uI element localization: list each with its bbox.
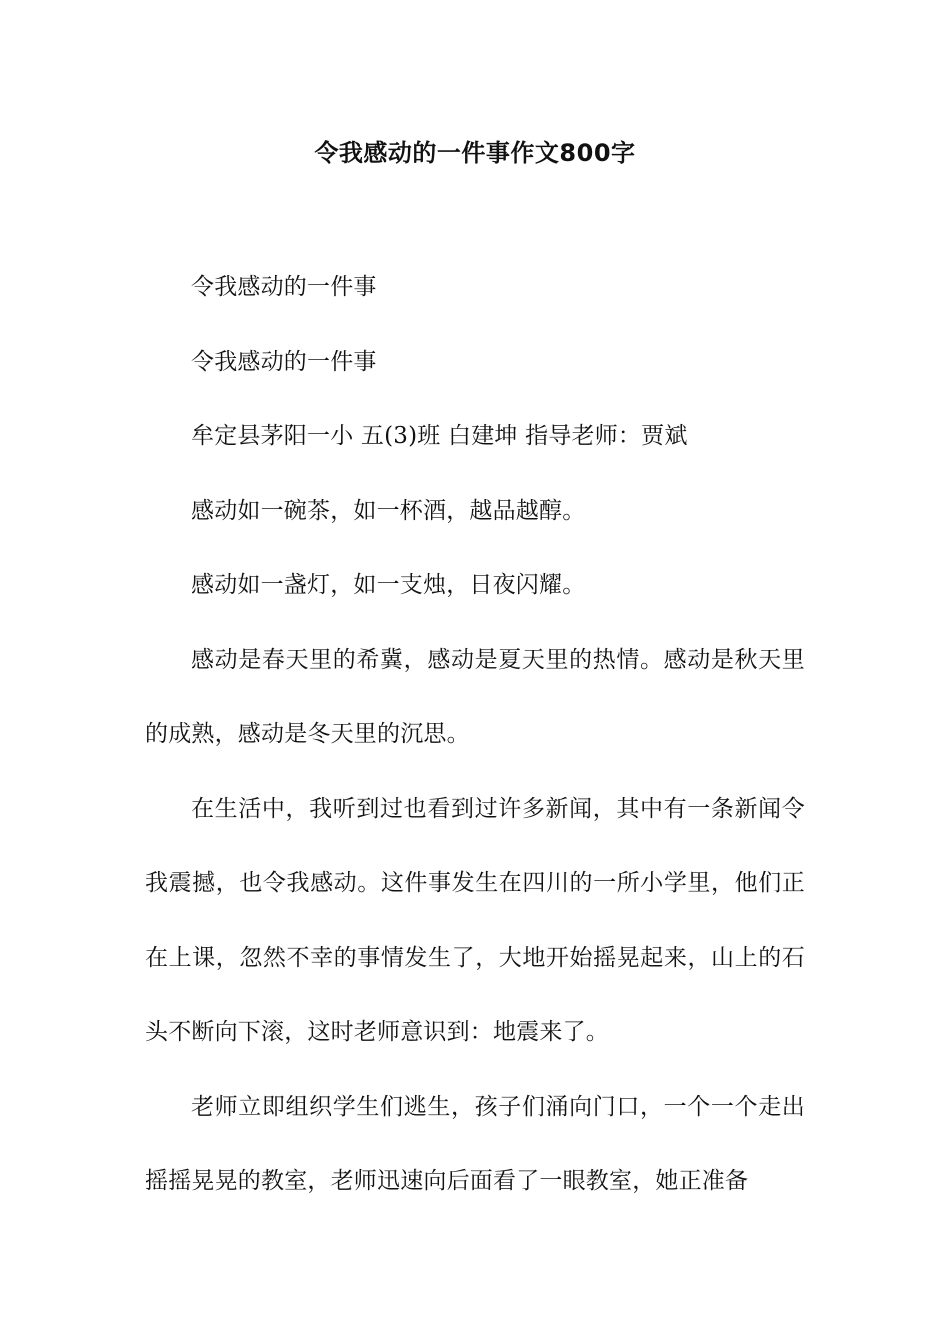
paragraph: 感动是春天里的希冀，感动是夏天里的热情。感动是秋天里的成熟，感动是冬天里的沉思。	[145, 646, 805, 747]
paragraph: 在生活中，我听到过也看到过许多新闻，其中有一条新闻令我震撼，也令我感动。这件事发生在四川的一所小学里，他们正在上课，忽然不幸的事情发生了，大地开始摇晃起来，山上的石头不断向下滚，这时老师意识到：地震来了。	[145, 795, 805, 1045]
paragraph: 令我感动的一件事	[191, 348, 377, 375]
paragraph: 牟定县茅阳一小 五(3)班 白建坤 指导老师：贾斌	[191, 423, 688, 449]
paragraph: 感动如一盏灯，如一支烛，日夜闪耀。	[191, 572, 586, 598]
paragraph: 令我感动的一件事	[191, 274, 377, 300]
document-title: 令我感动的一件事作文800字	[314, 139, 636, 167]
paragraph: 感动如一碗茶，如一杯酒，越品越醇。	[191, 497, 586, 524]
paragraph: 老师立即组织学生们逃生，孩子们涌向门口，一个一个走出摇摇晃晃的教室，老师迅速向后面看了一眼教室，她正准备	[145, 1093, 805, 1194]
document-body	[145, 250, 805, 1219]
